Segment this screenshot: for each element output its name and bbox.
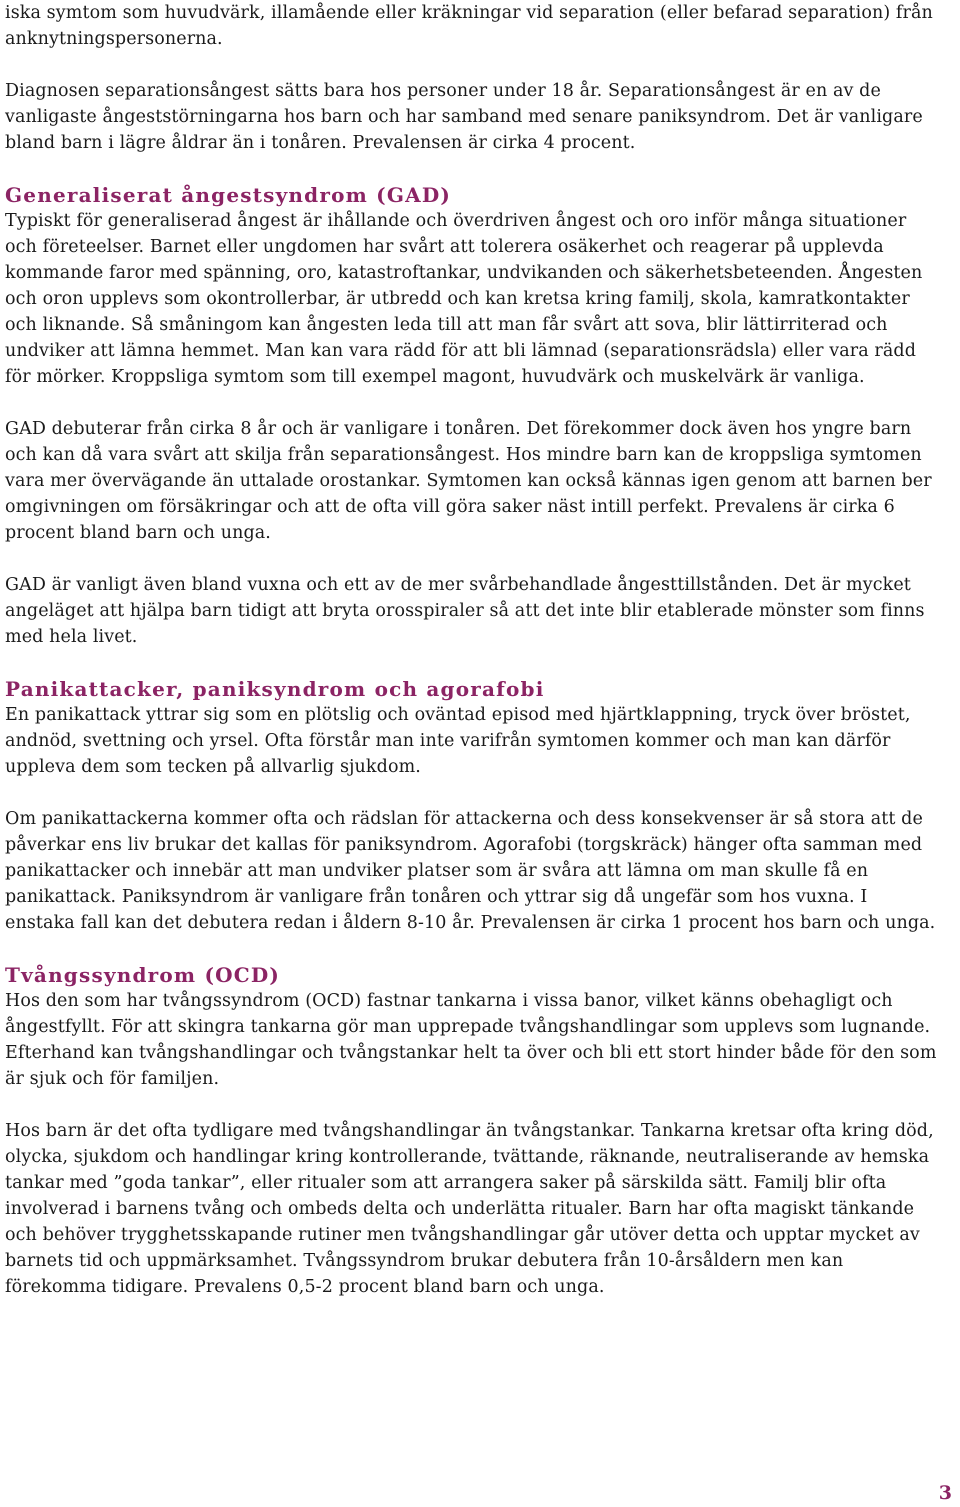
gad-paragraph-2: GAD debuterar från cirka 8 år och är vanligare i tonåren. Det förekommer dock även hos yngre barn och kan då vara svårt att skilja från separationsångest. Hos mindre barn kan de kroppsliga symtomen vara mer övervägande än uttalade orostankar. Symtomen kan också kännas igen genom att barnen ber omgivningen om försäkringar och att de ofta vill göra saker näst intill perfekt. Prevalens är cirka 6 procent bland barn och unga.: [5, 419, 932, 543]
section-heading-gad: Generaliserat ångestsyndrom (GAD): [5, 183, 452, 207]
ocd-paragraph-2: Hos barn är det ofta tydligare med tvångshandlingar än tvångstankar. Tankarna kretsar ofta kring död, olycka, sjukdom och handlingar kring kontrollerande, tvättande, räknande, neutraliserande av hemska tankar med ”goda tankar”, eller ritualer som att arrangera saker på särskilda sätt. Familj blir ofta involverad i barnens tvång och ombeds delta och underlätta ritualer. Barn har ofta magiskt tänkande och behöver trygghetsskapande rutiner men tvångshandlingar går utöver detta och upptar mycket av barnets tid och uppmärksamhet. Tvångssyndrom brukar debutera från 10-årsåldern men kan förekomma tidigare. Prevalens 0,5-2 procent bland barn och unga.: [5, 1121, 934, 1297]
page-number: 3: [938, 1482, 952, 1504]
intro-paragraph-1: iska symtom som huvudvärk, illamående eller kräkningar vid separation (eller befarad separation) från anknytningspersonerna.: [5, 3, 933, 49]
gad-paragraph-3: GAD är vanligt även bland vuxna och ett av de mer svårbehandlade ångesttillstånden. Det är mycket angeläget att hjälpa barn tidigt att bryta orosspiraler så att det inte blir etablerade mönster som finns med hela livet.: [5, 575, 925, 647]
ocd-paragraph-1: Hos den som har tvångssyndrom (OCD) fastnar tankarna i vissa banor, vilket känns obehagligt och ångestfyllt. För att skingra tankarna gör man upprepade tvångshandlingar som upplevs som lugnande. Efterhand kan tvångshandlingar och tvångstankar helt ta över och bli ett stort hinder både för den som är sjuk och för familjen.: [5, 991, 937, 1089]
gad-paragraph-1: Typiskt för generaliserad ångest är ihållande och överdriven ångest och oro inför många situationer och företeelser. Barnet eller ungdomen har svårt att tolerera osäkerhet och reagerar på upplevda kommande faror med spänning, oro, katastroftankar, undvikanden och säkerhetsbeteenden. Ångesten och oron upplevs som okontrollerbar, är utbredd och kan kretsa kring familj, skola, kamratkontakter och liknande. Så småningom kan ångesten leda till att man får svårt att sova, blir lättirriterad och undviker att lämna hemmet. Man kan vara rädd för att bli lämnad (separationsrädsla) eller vara rädd för mörker. Kroppsliga symtom som till exempel magont, huvudvärk och muskelvärk är vanliga.: [5, 211, 923, 387]
intro-paragraph-2: Diagnosen separationsångest sätts bara hos personer under 18 år. Separationsångest är en av de vanligaste ångeststörningarna hos barn och har samband med senare paniksyndrom. Det är vanligare bland barn i lägre åldrar än i tonåren. Prevalensen är cirka 4 procent.: [5, 81, 923, 153]
document-page: [5, 0, 940, 1300]
section-heading-panic: Panikattacker, paniksyndrom och agorafobi: [5, 677, 545, 701]
panic-paragraph-1: En panikattack yttrar sig som en plötslig och oväntad episod med hjärtklappning, tryck över bröstet, andnöd, svettning och yrsel. Ofta förstår man inte varifrån symtomen kommer och man kan därför uppleva dem som tecken på allvarlig sjukdom.: [5, 705, 911, 777]
panic-paragraph-2: Om panikattackerna kommer ofta och rädslan för attackerna och dess konsekvenser är så stora att de påverkar ens liv brukar det kallas för paniksyndrom. Agorafobi (torgskräck) hänger ofta samman med panikattacker och innebär att man undviker platser som är svåra att lämna om man skulle få en panikattack. Paniksyndrom är vanligare från tonåren och yttrar sig då ungefär som hos vuxna. I enstaka fall kan det debutera redan i åldern 8-10 år. Prevalensen är cirka 1 procent hos barn och unga.: [5, 809, 936, 933]
section-heading-ocd: Tvångssyndrom (OCD): [5, 963, 281, 987]
